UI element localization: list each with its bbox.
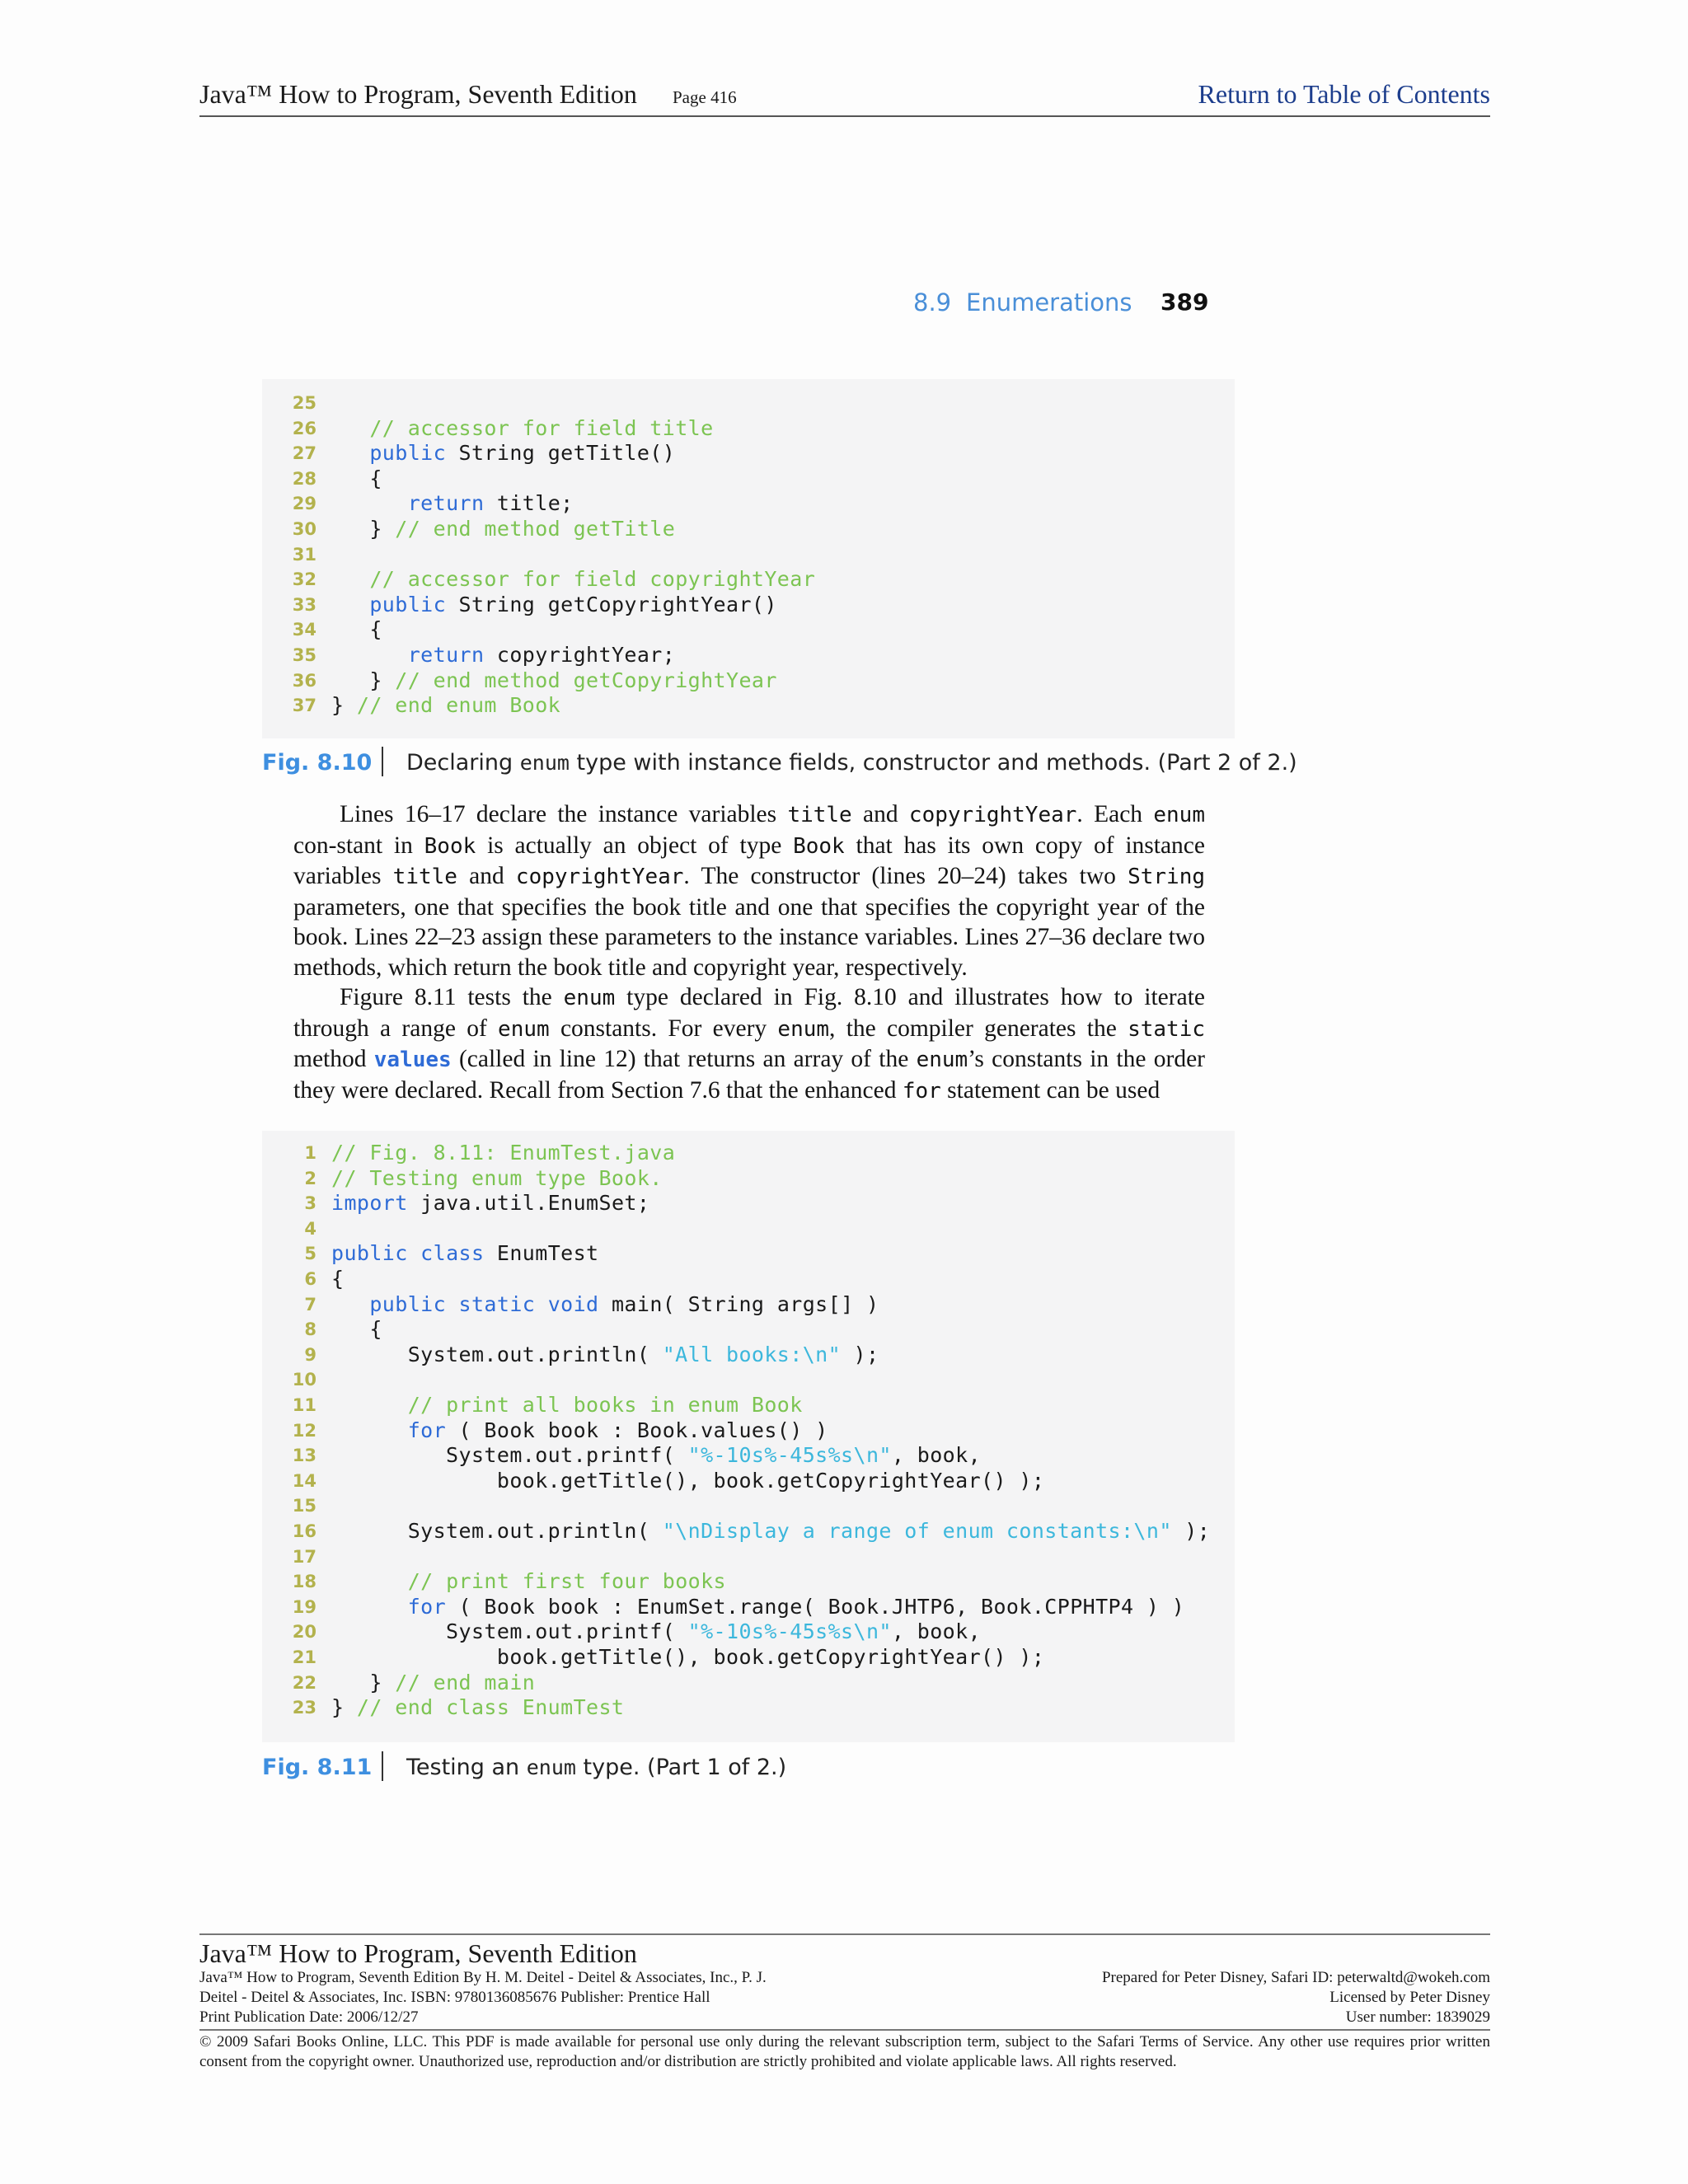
code-text: { bbox=[331, 1267, 345, 1291]
code-text: // print first four books bbox=[407, 1569, 727, 1594]
line-number: 11 bbox=[292, 1395, 316, 1415]
code-text: } // end enum Book bbox=[331, 693, 561, 718]
code-text: return title; bbox=[407, 491, 574, 516]
table-of-contents-link[interactable]: Return to Table of Contents bbox=[1198, 79, 1490, 109]
line-number: 12 bbox=[292, 1420, 316, 1441]
line-number: 37 bbox=[292, 696, 316, 716]
line-number: 13 bbox=[292, 1446, 316, 1466]
line-number: 17 bbox=[292, 1546, 316, 1567]
line-number: 10 bbox=[292, 1370, 316, 1390]
code-text: System.out.println( "All books:\n" ); bbox=[331, 1342, 879, 1366]
line-number: 35 bbox=[292, 645, 316, 665]
code-text: book.getTitle(), book.getCopyrightYear() ); bbox=[331, 1468, 1045, 1493]
code-text: import java.util.EnumSet; bbox=[331, 1191, 650, 1216]
line-number: 7 bbox=[304, 1294, 316, 1315]
figure-label: Fig. 8.11 bbox=[262, 1755, 373, 1780]
footer-line: Licensed by Peter Disney bbox=[1329, 1989, 1490, 2006]
line-number: 8 bbox=[304, 1319, 316, 1340]
line-number: 9 bbox=[304, 1344, 316, 1365]
code-text: { bbox=[331, 1317, 382, 1342]
line-number: 5 bbox=[304, 1244, 316, 1264]
code-text: return copyrightYear; bbox=[407, 643, 676, 667]
footer-publication-info bbox=[199, 1968, 767, 2027]
line-number: 6 bbox=[304, 1269, 316, 1289]
body-text bbox=[293, 799, 1205, 1106]
code-text: } // end method getTitle bbox=[331, 517, 676, 541]
line-number: 30 bbox=[292, 519, 316, 539]
book-page-number: 389 bbox=[1160, 288, 1209, 316]
code-text: } // end method getCopyrightYear bbox=[331, 668, 777, 692]
footer-line: Deitel - Deitel & Associates, Inc. ISBN: 9780136085676 Publisher: Prentice Hall bbox=[199, 1989, 710, 2006]
code-text: for ( Book book : EnumSet.range( Book.JHTP6, Book.CPPHTP4 ) ) bbox=[407, 1594, 1185, 1619]
code-text: { bbox=[331, 466, 382, 490]
code-text: // print all books in enum Book bbox=[407, 1393, 803, 1417]
line-number: 21 bbox=[292, 1647, 316, 1667]
caption-divider bbox=[382, 1751, 383, 1781]
paragraph: Lines 16–17 declare the instance variables title and copyrightYear. Each enum con-stant in Book is actually an object of type Book that has its own copy of instance variables title and copyrightYear. The constructor (lines 20–24) takes two String parameters, one that specifies the book title and one that specifies the copyright year of the book. Lines 22–23 assign these parameters to the instance variables. Lines 27–36 declare two methods, which return the book title and copyright year, respectively. bbox=[293, 801, 1206, 981]
page-header bbox=[199, 76, 1490, 117]
code-text: // Testing enum type Book. bbox=[331, 1165, 663, 1190]
code-text: public static void main( String args[] ) bbox=[369, 1291, 879, 1316]
line-number: 22 bbox=[292, 1672, 316, 1693]
caption-divider bbox=[382, 747, 383, 776]
line-number: 3 bbox=[304, 1193, 316, 1214]
line-number: 14 bbox=[292, 1470, 316, 1491]
code-listing-fig-8-11 bbox=[262, 1131, 1235, 1742]
caption-text: Declaring enum type with instance fields, constructor and methods. (Part 2 of 2.) bbox=[406, 750, 1297, 776]
line-number: 29 bbox=[292, 494, 316, 514]
caption-text: Testing an enum type. (Part 1 of 2.) bbox=[406, 1755, 787, 1780]
line-number: 26 bbox=[292, 418, 316, 438]
line-number: 31 bbox=[292, 544, 316, 565]
line-number: 32 bbox=[292, 569, 316, 590]
line-number: 25 bbox=[292, 393, 316, 413]
line-number: 23 bbox=[292, 1698, 316, 1718]
code-text: book.getTitle(), book.getCopyrightYear() ); bbox=[331, 1645, 1045, 1669]
footer-line: Print Publication Date: 2006/12/27 bbox=[199, 2008, 419, 2026]
line-number: 1 bbox=[304, 1143, 316, 1163]
footer-divider bbox=[199, 2029, 1490, 2031]
paragraph: Figure 8.11 tests the enum type declared in Fig. 8.10 and illustrates how to iterate through a range of enum constants. For every enum, the compiler generates the static method values (called in line 12) that returns an array of the enum’s constants in the order they were declared. Recall from Section 7.6 that the enhanced for statement can be used bbox=[293, 984, 1206, 1104]
book-title: Java™ How to Program, Seventh Edition bbox=[199, 79, 637, 109]
line-number: 16 bbox=[292, 1521, 316, 1541]
code-text: } // end main bbox=[331, 1670, 536, 1694]
line-number: 15 bbox=[292, 1496, 316, 1516]
footer-line: Java™ How to Program, Seventh Edition By H. M. Deitel - Deitel & Associates, Inc., P. J. bbox=[199, 1969, 767, 1986]
line-number: 18 bbox=[292, 1572, 316, 1592]
section-number: 8.9 bbox=[913, 288, 952, 316]
code-text: // accessor for field copyrightYear bbox=[369, 567, 816, 592]
page-label: Page 416 bbox=[673, 87, 737, 107]
line-number: 20 bbox=[292, 1622, 316, 1643]
page-footer bbox=[199, 1933, 1490, 2070]
code-text: public String getCopyrightYear() bbox=[369, 592, 777, 616]
code-listing-fig-8-10 bbox=[262, 379, 1235, 738]
code-text: // Fig. 8.11: EnumTest.java bbox=[331, 1141, 676, 1165]
line-number: 2 bbox=[304, 1168, 316, 1188]
line-number: 28 bbox=[292, 468, 316, 489]
line-number: 36 bbox=[292, 670, 316, 691]
code-text: for ( Book book : Book.values() ) bbox=[407, 1418, 828, 1442]
line-number: 4 bbox=[304, 1218, 316, 1239]
footer-book-title: Java™ How to Program, Seventh Edition bbox=[199, 1938, 637, 1968]
footer-line: Prepared for Peter Disney, Safari ID: peterwaltd@wokeh.com bbox=[1101, 1969, 1490, 1986]
section-name: Enumerations bbox=[966, 288, 1132, 316]
code-text: // accessor for field title bbox=[369, 415, 714, 440]
line-number: 27 bbox=[292, 443, 316, 464]
copyright-notice: © 2009 Safari Books Online, LLC. This PDF is made available for personal use only during the relevant subscription term, subject to the Safari Terms of Service. Any other use requires prior written consent from the copyright owner. Unauthorized use, reproduction and/or distribution are strictly prohibited and violate applicable laws. All rights reserved. bbox=[199, 2033, 1490, 2070]
code-text: public class EnumTest bbox=[331, 1241, 599, 1266]
footer-line: User number: 1839029 bbox=[1345, 2008, 1490, 2026]
figure-label: Fig. 8.10 bbox=[262, 750, 373, 776]
code-text: } // end class EnumTest bbox=[331, 1695, 625, 1720]
code-text: public String getTitle() bbox=[369, 441, 676, 466]
code-text: { bbox=[331, 617, 382, 642]
line-number: 19 bbox=[292, 1596, 316, 1617]
code-text: System.out.printf( "%-10s%-45s%s\n", book, bbox=[331, 1443, 982, 1468]
code-text: System.out.printf( "%-10s%-45s%s\n", book, bbox=[331, 1619, 982, 1644]
code-text: System.out.println( "\nDisplay a range of enum constants:\n" ); bbox=[331, 1519, 1211, 1543]
line-number: 33 bbox=[292, 594, 316, 615]
footer-license-info bbox=[1102, 1968, 1490, 2027]
line-number: 34 bbox=[292, 620, 316, 640]
